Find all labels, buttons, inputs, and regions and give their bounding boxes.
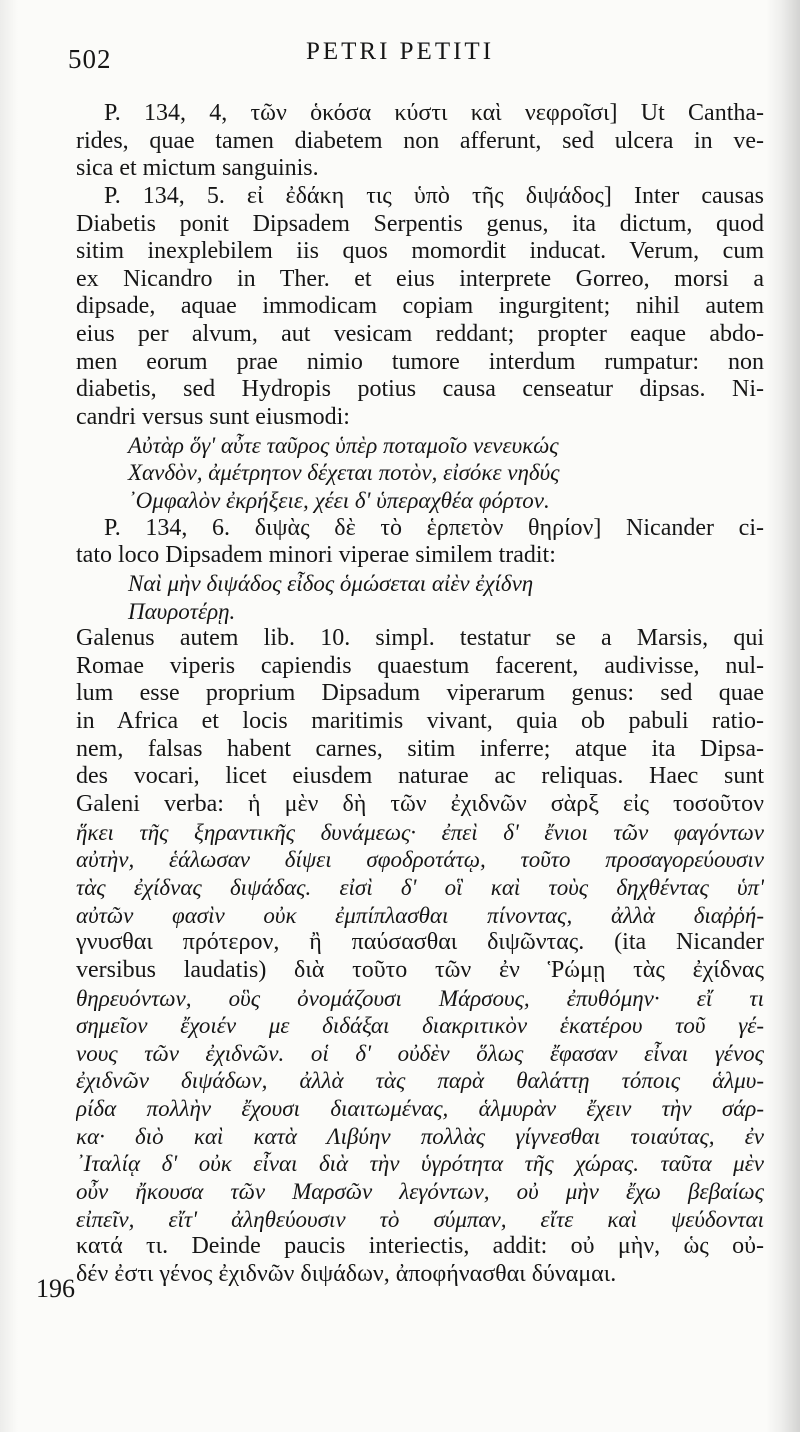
text-line: σημεῖον ἔχοιέν με διδάξαι διακριτικὸν ἑκατέρου τοῦ γέ- xyxy=(76,1013,764,1039)
text-line: Χανδὸν, ἀμέτρητον δέχεται ποτὸν, εἰσόκε νηδύς xyxy=(128,460,560,486)
text-line: Diabetis ponit Dipsadem Serpentis genus, ita dictum, quod xyxy=(76,210,764,237)
gutter-shadow xyxy=(0,0,18,1432)
text-line: sica et mictum sanguinis. xyxy=(76,155,319,182)
text-line: rides, quae tamen diabetem non afferunt, sed ulcera in ve- xyxy=(76,127,764,154)
text-line: ἐχιδνῶν διψάδων, ἀλλὰ τὰς παρὰ θαλάττῃ τόποις ἁλμυ- xyxy=(76,1068,764,1094)
text-line: Αὐτὰρ ὅγ' αὖτε ταῦρος ὑπὲρ ποταμοῖο νενευκώς xyxy=(128,432,559,458)
text-line: θηρευόντων, οὓς ὀνομάζουσι Μάρσους, ἐπυθόμην· εἴ τι xyxy=(76,985,764,1011)
text-line: Παυροτέρῃ. xyxy=(128,598,236,624)
text-line: P. 134, 6. διψὰς δὲ τὸ ἑρπετὸν θηρίον] Nicander ci- xyxy=(104,514,764,541)
text-line: ᾿Ομφαλὸν ἐκρήξειε, χέει δ' ὑπεραχθέα φόρτον. xyxy=(128,487,550,513)
page-edge-shadow xyxy=(766,0,800,1432)
text-line: lum esse proprium Dipsadum viperarum genus: sed quae xyxy=(76,680,764,707)
text-line: κατά τι. Deinde paucis interiectis, addit: οὐ μὴν, ὡς οὐ- xyxy=(76,1233,764,1260)
text-line: γνυσθαι πρότερον, ἢ παύσασθαι διψῶντας. (ita Nicander xyxy=(76,929,764,956)
text-line: Galeni verba: ἡ μὲν δὴ τῶν ἐχιδνῶν σὰρξ εἰς τοσοῦτον xyxy=(76,791,764,818)
text-line: νους τῶν ἐχιδνῶν. οἱ δ' οὐδὲν ὅλως ἔφασαν εἶναι γένος xyxy=(76,1040,764,1066)
text-line: P. 134, 5. εἰ ἐδάκη τις ὑπὸ τῆς διψάδος] Inter causas xyxy=(104,182,764,209)
text-line: οὖν ἤκουσα τῶν Μαρσῶν λεγόντων, οὐ μὴν ἔχω βεβαίως xyxy=(76,1178,764,1204)
text-line: Romae viperis capiendis quaestum facerent, audivisse, nul- xyxy=(76,652,764,679)
text-line: δέν ἐστι γένος ἐχιδνῶν διψάδων, ἀποφήνασθαι δύναμαι. xyxy=(76,1260,617,1287)
text-line: Ναὶ μὴν διψάδος εἶδος ὁμώσεται αἰὲν ἐχίδνη xyxy=(128,570,534,596)
text-line: αὐτὴν, ἑάλωσαν δίψει σφοδροτάτῳ, τοῦτο προσαγορεύουσιν xyxy=(76,847,764,873)
margin-number: 196 xyxy=(36,1274,75,1303)
text-line: versibus laudatis) διὰ τοῦτο τῶν ἐν Ῥώμῃ τὰς ἐχίδνας xyxy=(76,956,764,983)
text-line: nem, falsas habent carnes, sitim inferre; atque ita Dipsa- xyxy=(76,735,764,762)
text-line: tato loco Dipsadem minori viperae similem tradit: xyxy=(76,542,556,569)
text-line: P. 134, 4, τῶν ὁκόσα κύστι καὶ νεφροῖσι] Ut Cantha- xyxy=(104,100,764,126)
running-head: PETRI PETITI xyxy=(305,38,495,65)
text-line: des vocari, licet eiusdem naturae ac reliquas. Haec sunt xyxy=(76,763,764,790)
text-line: ἥκει τῆς ξηραντικῆς δυνάμεως· ἐπεὶ δ' ἔνιοι τῶν φαγόντων xyxy=(76,819,764,845)
text-line: ρίδα πολλὴν ἔχουσι διαιτωμένας, ἁλμυρὰν ἔχειν τὴν σάρ- xyxy=(76,1096,764,1122)
text-line: ex Nicandro in Ther. et eius interprete Gorreo, morsi a xyxy=(76,265,764,292)
text-line: αὐτῶν φασὶν οὐκ ἐμπίπλασθαι πίνοντας, ἀλλὰ διαῤῥή- xyxy=(76,902,764,928)
text-line: Galenus autem lib. 10. simpl. testatur se a Marsis, qui xyxy=(76,625,764,652)
text-line: sitim inexplebilem iis quos momordit inducat. Verum, cum xyxy=(76,238,764,265)
text-line: men eorum prae nimio tumore interdum rumpatur: non xyxy=(76,348,764,375)
text-line: κα· διὸ καὶ κατὰ Λιβύην πολλὰς γίγνεσθαι τοιαύτας, ἐν xyxy=(76,1123,764,1149)
text-line: εἰπεῖν, εἴτ' ἀληθεύουσιν τὸ σύμπαν, εἴτε καὶ ψεύδονται xyxy=(76,1206,764,1232)
text-line: in Africa et locis maritimis vivant, quia ob pabuli ratio- xyxy=(76,708,764,735)
body-text xyxy=(76,100,764,1289)
text-line: eius per alvum, aut vesicam reddant; propter eaque abdo- xyxy=(76,321,764,348)
text-line: diabetis, sed Hydropis potius causa censeatur dipsas. Ni- xyxy=(76,376,764,403)
text-line: ᾿Ιταλίᾳ δ' οὐκ εἶναι διὰ τὴν ὑγρότητα τῆς χώρας. ταῦτα μὲν xyxy=(76,1151,764,1177)
page-number: 502 xyxy=(68,44,112,74)
text-line: dipsade, aquae immodicam copiam ingurgitent; nihil autem xyxy=(76,293,764,320)
text-line: candri versus sunt eiusmodi: xyxy=(76,404,350,431)
text-line: τὰς ἐχίδνας διψάδας. εἰσὶ δ' οἳ καὶ τοὺς δηχθέντας ὑπ' xyxy=(76,874,764,900)
